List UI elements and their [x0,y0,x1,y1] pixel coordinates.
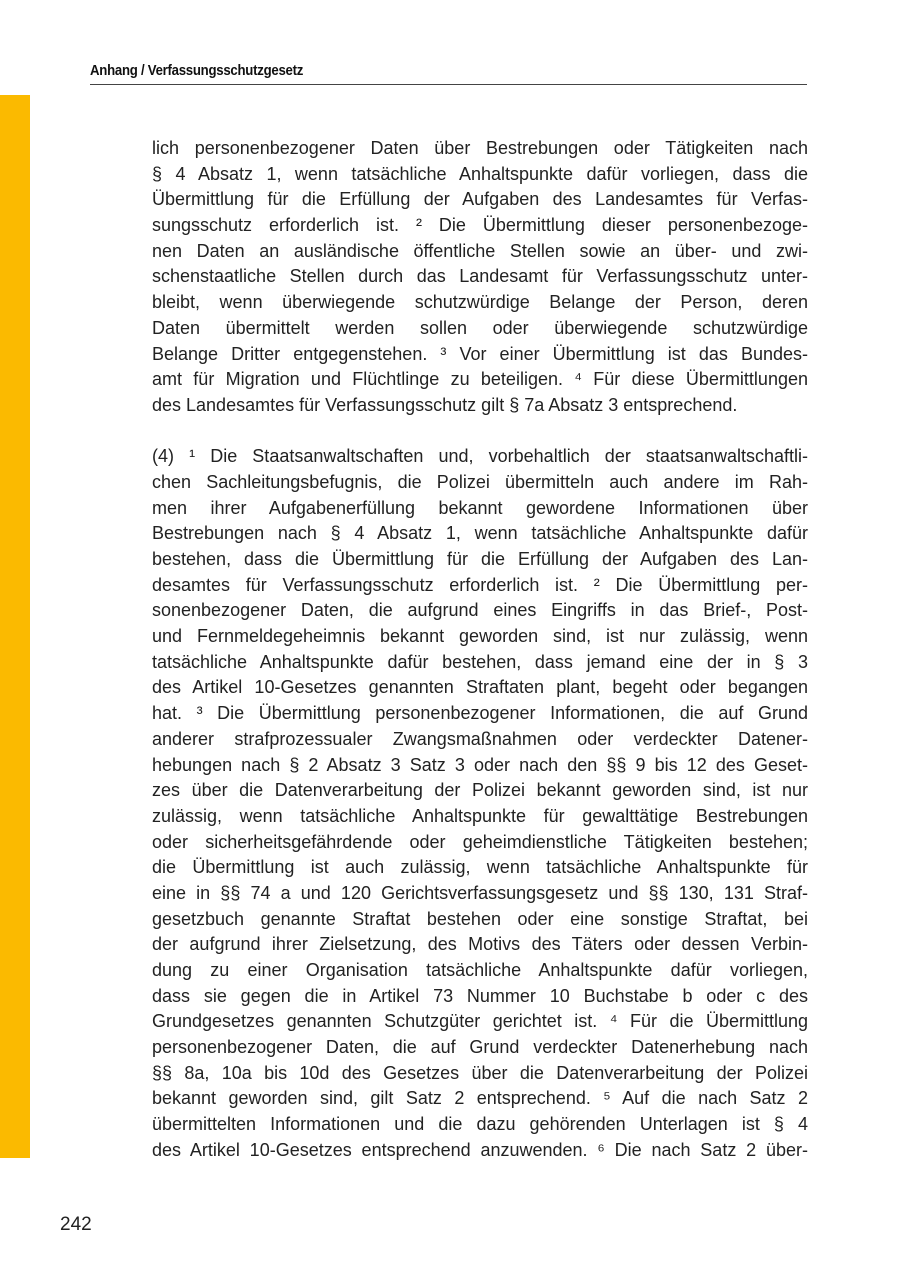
text-line: sungsschutz erforderlich ist. ² Die Übermittlung dieser personenbezoge- [152,215,808,236]
text-line: übermittelten Informationen und die dazu gehörenden Unterlagen ist § 4 [152,1114,808,1135]
text-line: nen Daten an ausländische öffentliche Stellen sowie an über- und zwi- [152,240,808,261]
text-line: desamtes für Verfassungsschutz erforderlich ist. ² Die Übermittlung per- [152,574,808,595]
text-line: amt für Migration und Flüchtlinge zu beteiligen. ⁴ Für diese Übermittlungen [152,369,808,390]
text-line: dung zu einer Organisation tatsächliche Anhaltspunkte dafür vorliegen, [152,960,808,980]
text-line: Grundgesetzes genannten Schutzgüter gerichtet ist. ⁴ Für die Übermittlung [152,1011,808,1032]
accent-bar [0,95,30,1158]
text-line: hebungen nach § 2 Absatz 3 Satz 3 oder nach den §§ 9 bis 12 des Geset- [152,754,808,775]
text-line: Bestrebungen nach § 4 Absatz 1, wenn tatsächliche Anhaltspunkte dafür [152,523,808,544]
text-line: lich personenbezogener Daten über Bestrebungen oder Tätigkeiten nach [152,138,808,158]
text-line: des Artikel 10-Gesetzes entsprechend anzuwenden. ⁶ Die nach Satz 2 über- [152,1139,808,1160]
text-line: bestehen, dass die Übermittlung für die Erfüllung der Aufgaben des Lan- [152,549,808,569]
text-line: zes über die Datenverarbeitung der Polizei bekannt geworden sind, ist nur [152,780,808,801]
text-line: (4) ¹ Die Staatsanwaltschaften und, vorbehaltlich der staatsanwaltschaftli- [152,446,808,467]
text-line: und Fernmeldegeheimnis bekannt geworden sind, ist nur zulässig, wenn [152,626,808,647]
text-line: hat. ³ Die Übermittlung personenbezogener Informationen, die auf Grund [152,703,808,724]
text-line: dass sie gegen die in Artikel 73 Nummer 10 Buchstabe b oder c des [152,985,808,1006]
paragraph [152,444,808,1163]
text-line: §§ 8a, 10a bis 10d des Gesetzes über die Datenverarbeitung der Polizei [152,1062,808,1083]
text-line: men ihrer Aufgabenerfüllung bekannt gewordene Informationen über [152,497,808,518]
text-line: die Übermittlung ist auch zulässig, wenn tatsächliche Anhaltspunkte für [152,857,808,878]
text-line: tatsächliche Anhaltspunkte dafür bestehen, dass jemand eine der in § 3 [152,651,808,672]
text-line: des Artikel 10-Gesetzes genannten Straftaten plant, begeht oder begangen [152,677,808,698]
text-line: chen Sachleitungsbefugnis, die Polizei übermitteln auch andere im Rah- [152,471,808,492]
text-line: gesetzbuch genannte Straftat bestehen oder eine sonstige Straftat, bei [152,908,808,929]
text-line: schenstaatliche Stellen durch das Landesamt für Verfassungsschutz unter- [152,266,808,287]
header-title: Anhang / Verfassungsschutzgesetz [90,62,304,79]
body-text [152,136,808,1189]
text-line: sonenbezogener Daten, die aufgrund eines Eingriffs in das Brief-, Post- [152,600,808,621]
text-line: bekannt geworden sind, gilt Satz 2 entsprechend. ⁵ Auf die nach Satz 2 [152,1088,808,1109]
text-line: des Landesamtes für Verfassungsschutz gilt § 7a Absatz 3 entsprechend. [152,394,738,415]
text-line: Belange Dritter entgegenstehen. ³ Vor einer Übermittlung ist das Bundes- [152,343,808,364]
text-line: zulässig, wenn tatsächliche Anhaltspunkte für gewalttätige Bestrebungen [152,805,808,826]
text-line: § 4 Absatz 1, wenn tatsächliche Anhaltspunkte dafür vorliegen, dass die [152,163,808,184]
paragraph [152,136,808,419]
text-line: oder sicherheitsgefährdende oder geheimdienstliche Tätigkeiten bestehen; [152,831,808,852]
text-line: anderer strafprozessualer Zwangsmaßnahmen oder verdeckter Datener- [152,728,808,749]
running-header [90,62,807,85]
text-line: Übermittlung für die Erfüllung der Aufgaben des Landesamtes für Verfas- [152,189,808,210]
text-line: personenbezogener Daten, die auf Grund verdeckter Datenerhebung nach [152,1037,808,1058]
text-line: Daten übermittelt werden sollen oder überwiegende schutzwürdige [152,317,808,338]
text-line: bleibt, wenn überwiegende schutzwürdige Belange der Person, deren [152,292,808,313]
text-line: eine in §§ 74 a und 120 Gerichtsverfassungsgesetz und §§ 130, 131 Straf- [152,882,808,903]
text-line: der aufgrund ihrer Zielsetzung, des Motivs des Täters oder dessen Verbin- [152,934,808,955]
page-number: 242 [60,1214,92,1235]
